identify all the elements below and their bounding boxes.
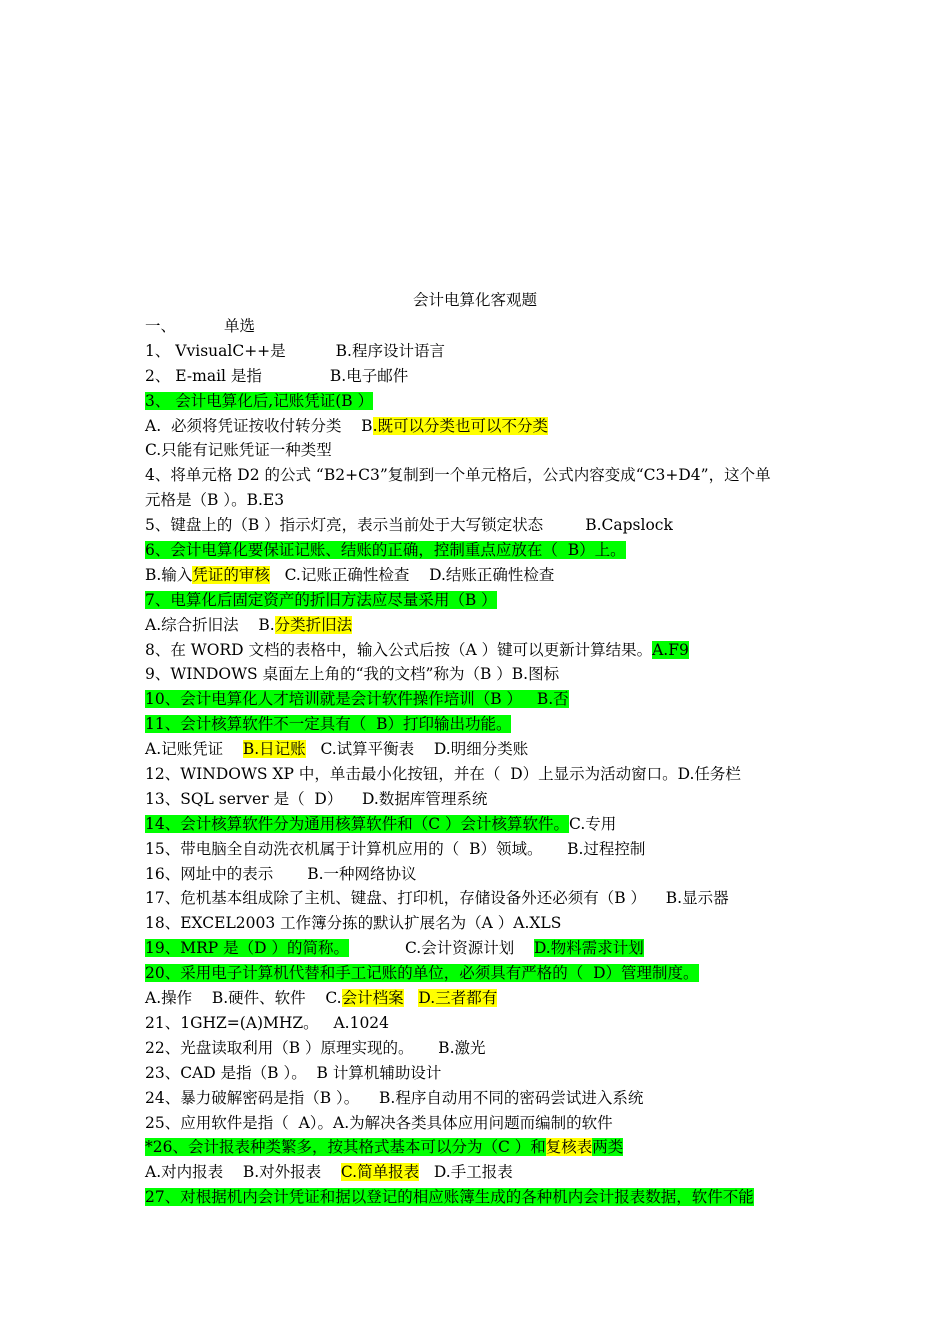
text-segment: C.会计资源计划 — [404, 939, 534, 958]
text-segment: B.程序设计语言 — [335, 341, 445, 360]
text-line — [145, 1185, 825, 1210]
text-line — [145, 314, 825, 339]
text-line — [145, 438, 825, 463]
text-line — [145, 513, 825, 538]
text-line — [145, 862, 825, 887]
highlight-green: 11、会计核算软件不一定具有（ B）打印输出功能。 — [145, 715, 512, 734]
text-line — [145, 613, 825, 638]
text-segment — [404, 989, 419, 1007]
text-segment: 单选 — [224, 317, 256, 335]
highlight-green: 两类 — [592, 1138, 624, 1157]
text-segment: 25、应用软件是指（ A）。A.为解决各类具体应用问题而编制的软件 — [145, 1113, 613, 1132]
highlight-yellow: C.简单报表 — [340, 1163, 420, 1182]
text-line — [145, 563, 825, 588]
text-line — [145, 737, 825, 762]
text-segment: 18、EXCEL2003 工作簿分拣的默认扩展名为（A ）A.XLS — [145, 914, 562, 933]
text-segment: 24、暴力破解密码是指（B ）。 B.程序自动用不同的密码尝试进入系统 — [145, 1088, 644, 1107]
text-segment: 21、1GHZ=(A)MHZ。 A.1024 — [145, 1013, 390, 1032]
text-line — [145, 1036, 825, 1061]
text-segment: 8、在 WORD 文档的表格中，输入公式后按（A ）键可以更新计算结果。 — [145, 640, 653, 659]
highlight-yellow: B.日记账 — [242, 740, 306, 759]
text-line — [145, 1086, 825, 1111]
text-line — [145, 762, 825, 787]
highlight-yellow: 复核表 — [545, 1138, 593, 1157]
text-segment: 4、将单元格 D2 的公式 “B2+C3”复制到一个单元格后，公式内容变成“C3+D4”，这个单 — [145, 466, 771, 485]
highlight-green: 6、会计电算化要保证记账、结账的正确，控制重点应放在（ B）上。 — [145, 541, 626, 560]
text-segment: 17、危机基本组成除了主机、键盘、打印机，存储设备外还必须有（B ） B.显示器 — [145, 889, 729, 908]
text-segment: 16、网址中的表示 — [145, 864, 274, 883]
highlight-yellow: .既可以分类也可以不分类 — [372, 416, 549, 435]
text-segment: 1、 VvisualC++是 — [145, 341, 286, 360]
highlight-green: 3、 会计电算化后,记账凭证(B ） — [145, 391, 374, 410]
text-segment: B.Capslock — [585, 516, 673, 535]
highlight-green: 20、采用电子计算机代替和手工记账的单位，必须具有严格的（ D）管理制度。 — [145, 964, 699, 983]
text-line — [145, 1160, 825, 1185]
text-segment: C.专用 — [569, 814, 617, 833]
text-segment: 5、键盘上的（B ）指示灯亮，表示当前处于大写锁定状态 — [145, 516, 544, 535]
text-line — [145, 687, 825, 712]
highlight-green: D.物料需求计划 — [533, 939, 644, 958]
text-segment: A.操作 B.硬件、软件 C. — [145, 989, 342, 1008]
text-line — [145, 986, 825, 1011]
highlight-yellow: D.三者都有 — [418, 989, 498, 1008]
text-segment: 23、CAD 是指（B ）。 B 计算机辅助设计 — [145, 1063, 442, 1082]
text-segment: B.电子邮件 — [329, 366, 409, 385]
highlight-green: 14、会计核算软件分为通用核算软件和（C ）会计核算软件。 — [145, 814, 570, 833]
text-line — [145, 538, 825, 563]
text-segment: 15、带电脑全自动洗衣机属于计算机应用的（ B）领域。 B.过程控制 — [145, 839, 646, 858]
highlight-green: 7、电算化后固定资产的折旧方法应尽量采用（B ） — [145, 590, 497, 609]
text-line — [145, 886, 825, 911]
text-line — [145, 463, 825, 488]
text-segment: A.对内报表 B.对外报表 — [145, 1163, 341, 1182]
text-line — [145, 488, 825, 513]
text-line — [145, 812, 825, 837]
text-line — [145, 787, 825, 812]
text-segment: 12、WINDOWS XP 中，单击最小化按钮，并在（ D）上显示为活动窗口。D.任务栏 — [145, 765, 741, 784]
highlight-yellow: 凭证的审核 — [192, 565, 270, 584]
highlight-green: A.F9 — [652, 640, 689, 659]
text-line — [145, 837, 825, 862]
text-segment: C.只能有记账凭证一种类型 — [145, 441, 332, 460]
highlight-green: 27、对根据机内会计凭证和据以登记的相应账簿生成的各种机内会计报表数据，软件不能 — [145, 1188, 754, 1207]
text-segment: C.试算平衡表 D.明细分类账 — [305, 740, 529, 759]
highlight-yellow: 分类折旧法 — [274, 615, 353, 634]
text-line — [145, 339, 825, 364]
text-line — [145, 638, 825, 663]
highlight-green: *26、会计报表种类繁多，按其格式基本可以分为（C ）和 — [145, 1138, 546, 1157]
text-segment: 22、光盘读取利用（B ）原理实现的。 B.激光 — [145, 1038, 486, 1057]
text-line — [145, 588, 825, 613]
question-list — [145, 314, 825, 1210]
highlight-yellow: 会计档案 — [341, 989, 404, 1008]
text-line — [145, 1111, 825, 1136]
text-segment: 2、 E-mail 是指 — [145, 366, 262, 385]
text-line — [145, 961, 825, 986]
text-segment: A.记账凭证 — [145, 740, 243, 759]
text-segment: 元格是（B ）。B.E3 — [145, 491, 285, 510]
text-line — [145, 662, 825, 687]
text-segment: C.记账正确性检查 D.结账正确性检查 — [269, 565, 555, 584]
text-line — [145, 1011, 825, 1036]
highlight-green: 10、会计电算化人才培训就是会计软件操作培训（B ） B.否 — [145, 690, 569, 709]
text-line — [145, 1061, 825, 1086]
text-segment: 13、SQL server 是（ D） D.数据库管理系统 — [145, 789, 488, 808]
text-segment: A.综合折旧法 B. — [145, 615, 275, 634]
document-title: 会计电算化客观题 — [412, 291, 537, 309]
text-line — [145, 911, 825, 936]
text-line — [145, 1135, 825, 1160]
text-line — [145, 364, 825, 389]
text-segment: 9、WINDOWS 桌面左上角的“我的文档”称为（B ）B.图标 — [145, 665, 560, 684]
text-line — [145, 936, 825, 961]
text-line — [145, 414, 825, 439]
text-segment: 一、 — [145, 317, 177, 335]
text-segment: B.一种网络协议 — [307, 864, 417, 883]
highlight-green: 19、MRP 是（D ）的简称。 — [145, 939, 349, 958]
text-segment: B.输入 — [145, 565, 193, 584]
text-segment: A. 必须将凭证按收付转分类 B — [145, 416, 373, 435]
text-line — [145, 712, 825, 737]
text-line — [145, 389, 825, 414]
text-segment: D.手工报表 — [419, 1163, 513, 1182]
